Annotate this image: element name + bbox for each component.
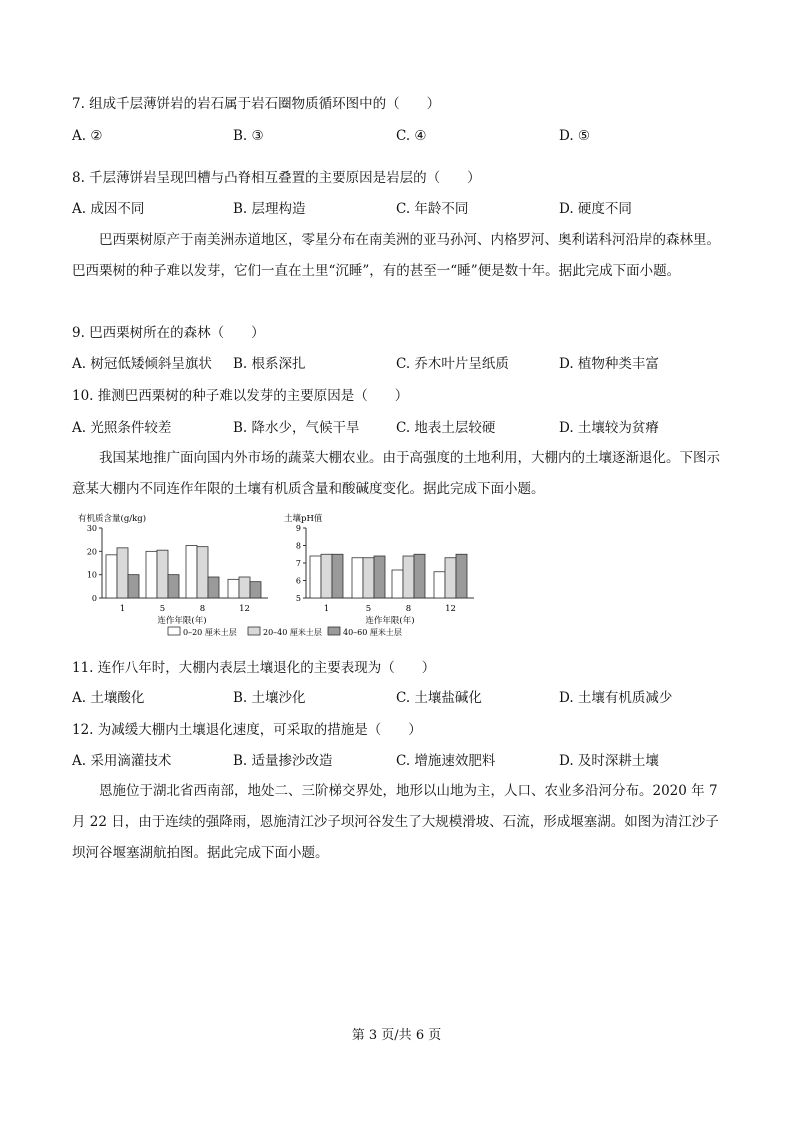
passage-greenhouse: 我国某地推广面向国内外市场的蔬菜大棚农业。由于高强度的土地利用，大棚内的土壤逐渐退化。下图示意某大棚内不同连作年限的土壤有机质含量和酸碱度变化。据此完成下面小题。	[72, 450, 720, 497]
c1-bar	[128, 575, 139, 598]
question-9-stem: 9. 巴西栗树所在的森林（ ）	[72, 325, 265, 341]
q10-option-c: C. 地表土层较硬	[396, 420, 496, 436]
question-12-stem: 12. 为减缓大棚内土壤退化速度，可采取的措施是（ ）	[72, 722, 422, 738]
q10-option-b: B. 降水少，气候干旱	[233, 420, 360, 436]
c2-bar	[392, 570, 403, 598]
c1-ytick-label: 0	[91, 594, 97, 603]
c2-bar	[374, 556, 385, 598]
chart2-ylabel: 土壤pH值	[284, 514, 323, 524]
c2-bar	[310, 556, 321, 598]
c2-ytick-label: 7	[295, 559, 301, 568]
c2-bar	[403, 556, 414, 598]
legend-swatch-3	[328, 627, 340, 635]
c2-bar	[321, 554, 332, 598]
q12-option-b: B. 适量掺沙改造	[233, 753, 333, 769]
q11-option-b: B. 土壤沙化	[233, 690, 306, 706]
c2-bar	[352, 558, 363, 598]
c1-bar	[228, 579, 239, 598]
q11-option-c: C. 土壤盐碱化	[396, 690, 482, 706]
c2-bar	[363, 558, 374, 598]
chart-legend	[160, 624, 420, 640]
c2-bar	[434, 572, 445, 598]
chart1-xlabel: 连作年限(年)	[157, 616, 207, 626]
c2-ytick-label: 5	[295, 594, 301, 603]
q9-option-a: A. 树冠低矮倾斜呈旗状	[72, 356, 212, 372]
q8-option-d: D. 硬度不同	[559, 201, 632, 217]
c2-xtick-label: 8	[405, 604, 412, 614]
c1-bar	[117, 548, 128, 598]
question-8-stem: 8. 千层薄饼岩呈现凹槽与凸脊相互叠置的主要原因是岩层的（ ）	[72, 170, 481, 186]
c2-ytick-label: 6	[295, 576, 301, 586]
c1-xtick-label: 1	[119, 604, 126, 614]
q9-option-b: B. 根系深扎	[233, 356, 306, 372]
c1-xtick-label: 12	[239, 604, 250, 614]
c1-bar	[186, 546, 197, 599]
c1-xtick-label: 5	[159, 604, 166, 614]
q8-option-a: A. 成因不同	[72, 201, 145, 217]
q9-option-d: D. 植物种类丰富	[559, 356, 659, 372]
c1-bar	[106, 555, 117, 598]
c2-xtick-label: 5	[365, 604, 372, 614]
c1-xtick-label: 8	[199, 604, 206, 614]
q12-option-c: C. 增施速效肥料	[396, 753, 496, 769]
passage-brazil-nut: 巴西栗树原产于南美洲赤道地区，零星分布在南美洲的亚马孙河、内格罗河、奥利诺科河沿岸的森林里。巴西栗树的种子难以发芽，它们一直在土里“沉睡”，有的甚至一“睡”便是数十年。据此完成下面小题。	[72, 232, 720, 279]
c1-bar	[239, 577, 250, 598]
c2-bar	[456, 554, 467, 598]
q8-option-b: B. 层理构造	[233, 201, 306, 217]
q11-option-d: D. 土壤有机质减少	[559, 690, 673, 706]
c2-bar	[414, 554, 425, 598]
question-11-stem: 11. 连作八年时，大棚内表层土壤退化的主要表现为（ ）	[72, 660, 436, 676]
c1-bar	[146, 551, 157, 598]
passage-enshi: 恩施位于湖北省西南部，地处二、三阶梯交界处，地形以山地为主，人口、农业多沿河分布。2020 年 7 月 22 日，由于连续的强降雨，恩施清江沙子坝河谷发生了大规模滑坡、石流，形成堰塞湖。如图为清江沙子坝河谷堰塞湖航拍图。据此完成下面小题。	[72, 783, 719, 861]
c1-ytick-label: 20	[86, 547, 97, 557]
q9-option-c: C. 乔木叶片呈纸质	[396, 356, 509, 372]
legend-item-1	[168, 627, 237, 637]
c2-bar	[332, 554, 343, 598]
chart2-xlabel: 连作年限(年)	[365, 616, 415, 626]
legend-swatch-2	[248, 627, 260, 635]
q7-option-a: A. ②	[72, 128, 103, 144]
c1-bar	[208, 577, 219, 598]
chart1-ylabel: 有机质含量(g/kg)	[78, 514, 147, 524]
page-footer: 第 3 页/共 6 页	[351, 1028, 442, 1043]
q10-option-a: A. 光照条件较差	[72, 420, 172, 436]
legend-item-3	[328, 627, 402, 637]
c1-ytick-label: 10	[86, 570, 97, 580]
question-7-stem: 7. 组成千层薄饼岩的岩石属于岩石圈物质循环图中的（ ）	[72, 96, 441, 112]
question-10-stem: 10. 推测巴西栗树的种子难以发芽的主要原因是（ ）	[72, 388, 409, 404]
c2-bar	[445, 558, 456, 598]
legend-label-3: 40–60 厘米土层	[343, 628, 402, 637]
c2-ytick-label: 8	[295, 541, 301, 551]
q11-option-a: A. 土壤酸化	[72, 690, 145, 706]
c1-bar	[250, 582, 261, 598]
q8-option-c: C. 年龄不同	[396, 201, 469, 217]
legend-swatch-1	[168, 627, 180, 635]
organic-matter-chart	[72, 510, 272, 630]
c1-ytick-label: 30	[86, 524, 97, 533]
c1-bar	[197, 547, 208, 598]
q7-option-d: D. ⑤	[559, 128, 591, 144]
legend-label-1: 0–20 厘米土层	[183, 628, 237, 637]
q10-option-d: D. 土壤较为贫瘠	[559, 420, 659, 436]
c2-ytick-label: 9	[295, 524, 301, 533]
c2-xtick-label: 12	[445, 604, 456, 614]
q12-option-d: D. 及时深耕土壤	[559, 753, 659, 769]
q12-option-a: A. 采用滴灌技术	[72, 753, 172, 769]
q7-option-b: B. ③	[233, 128, 264, 144]
q7-option-c: C. ④	[396, 128, 427, 144]
legend-item-2	[248, 627, 322, 637]
c2-xtick-label: 1	[323, 604, 330, 614]
c1-bar	[168, 575, 179, 598]
legend-label-2: 20–40 厘米土层	[263, 628, 322, 637]
c1-bar	[157, 550, 168, 598]
soil-ph-chart	[278, 510, 478, 630]
